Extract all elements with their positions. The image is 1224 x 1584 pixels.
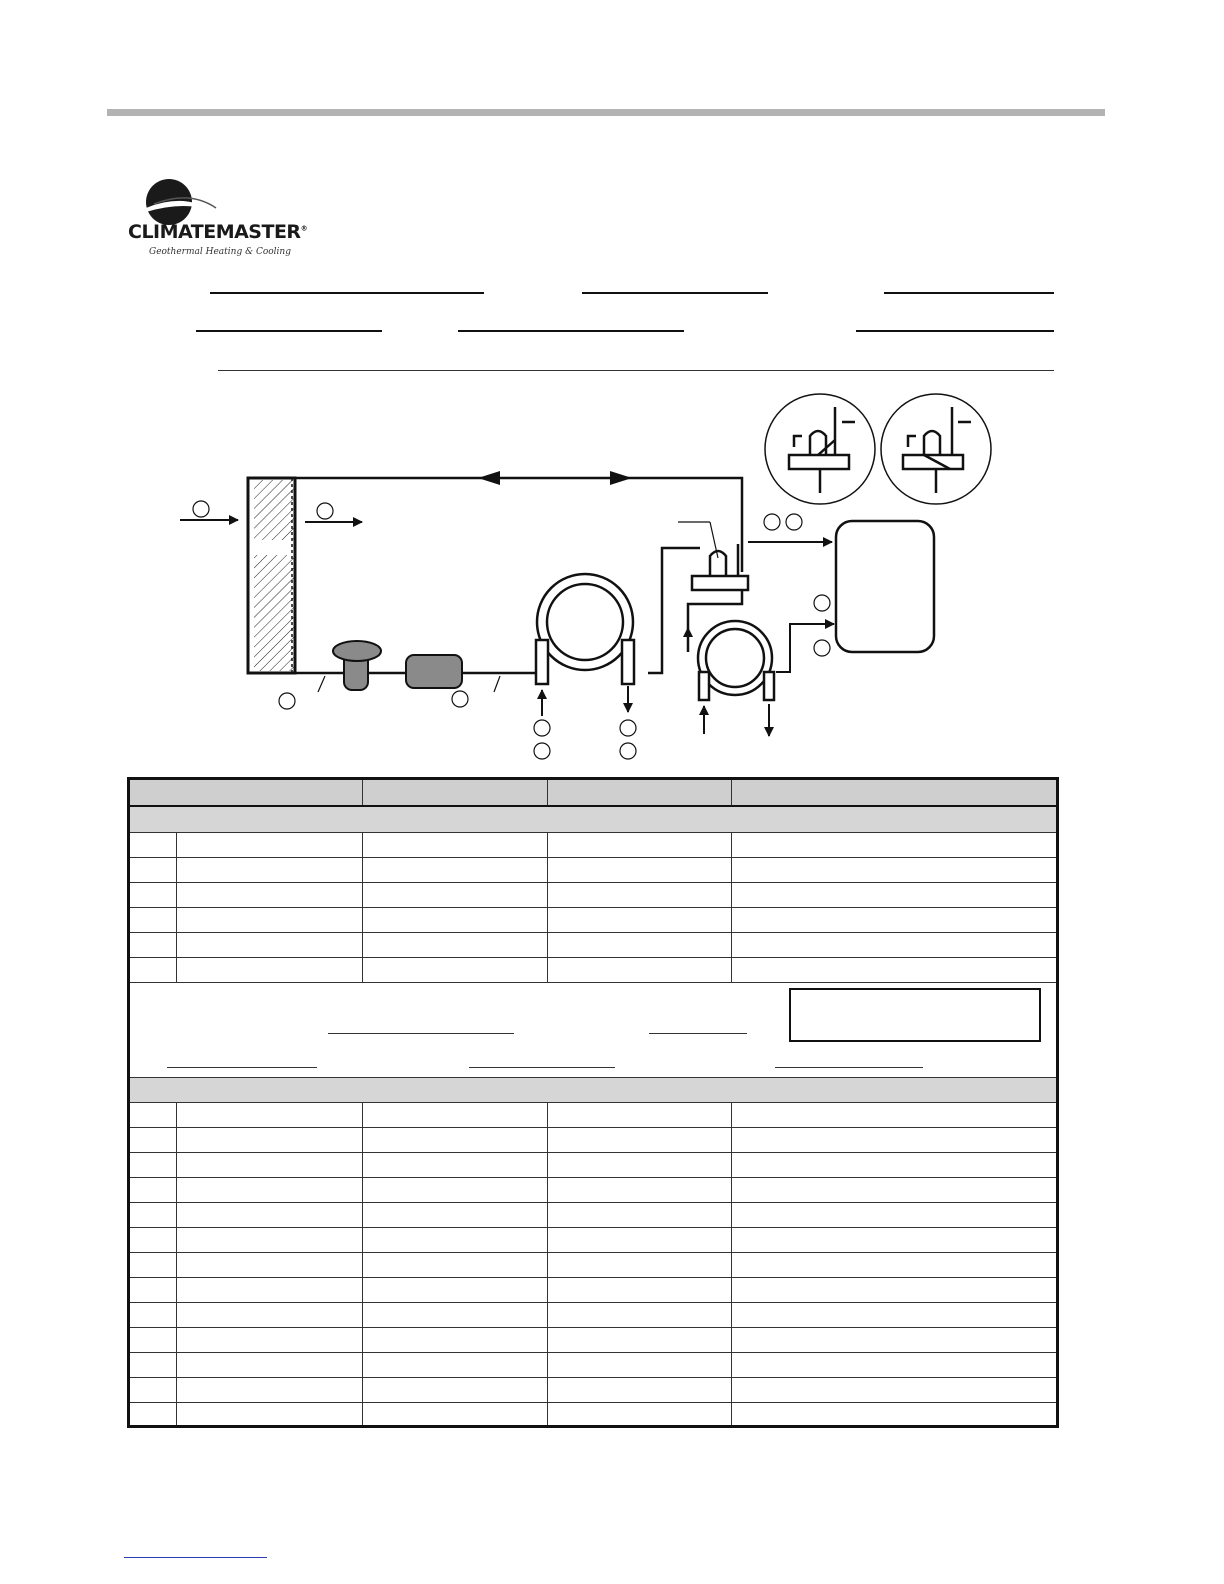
fill-in-blank[interactable] (210, 292, 484, 294)
brand-wordmark: CLIMATEMASTER® (128, 221, 308, 243)
table-row[interactable] (130, 1403, 1056, 1425)
brand-tagline: Geothermal Heating & Cooling (149, 247, 291, 257)
section-bar (130, 807, 1056, 833)
column-divider (362, 780, 363, 805)
footer-link-underline[interactable] (124, 1557, 267, 1558)
table-row[interactable] (130, 933, 1056, 958)
table-row[interactable] (130, 1203, 1056, 1228)
column-divider (547, 780, 548, 805)
climatemaster-logo (124, 178, 314, 262)
table-header-row (130, 780, 1056, 807)
table-row[interactable] (130, 1153, 1056, 1178)
table-row[interactable] (130, 1278, 1056, 1303)
refrigeration-schematic (0, 380, 1224, 775)
table-row[interactable] (130, 1128, 1056, 1153)
top-rule (107, 109, 1105, 116)
expansion-device-icon (406, 655, 462, 688)
coax-heat-exchanger-icon (536, 574, 634, 684)
table-row[interactable] (130, 833, 1056, 858)
fill-in-blank[interactable] (196, 330, 382, 332)
section-bar (130, 1077, 1056, 1103)
data-sheet-table (127, 777, 1059, 1428)
table-row[interactable] (130, 858, 1056, 883)
reversing-valve-icon (692, 544, 748, 590)
column-divider (731, 780, 732, 805)
table-row[interactable] (130, 883, 1056, 908)
table-row[interactable] (130, 1328, 1056, 1353)
fill-in-blank[interactable] (218, 370, 1054, 371)
table-row[interactable] (130, 1103, 1056, 1128)
valve-detail-icon (881, 394, 991, 504)
fill-in-blank[interactable] (884, 292, 1054, 294)
table-row[interactable] (130, 1228, 1056, 1253)
table-row[interactable] (130, 908, 1056, 933)
water-heater-tank-icon (836, 521, 934, 652)
table-row[interactable] (130, 1178, 1056, 1203)
fill-in-blank[interactable] (582, 292, 768, 294)
fill-in-blank[interactable] (328, 1033, 514, 1034)
fill-in-blank[interactable] (469, 1067, 615, 1068)
table-row[interactable] (130, 1378, 1056, 1403)
air-coil-icon (248, 478, 295, 673)
filter-drier-icon (333, 641, 381, 690)
notes-box[interactable] (789, 988, 1041, 1042)
table-row[interactable] (130, 1303, 1056, 1328)
fill-in-blank[interactable] (649, 1033, 747, 1034)
fill-in-blank[interactable] (167, 1067, 317, 1068)
fill-in-blank[interactable] (775, 1067, 923, 1068)
table-row[interactable] (130, 1353, 1056, 1378)
table-row[interactable] (130, 1253, 1056, 1278)
fill-in-blank[interactable] (856, 330, 1054, 332)
table-row[interactable] (130, 958, 1056, 983)
fill-in-blank[interactable] (458, 330, 684, 332)
valve-detail-icon (765, 394, 875, 504)
compressor-icon (698, 621, 774, 700)
